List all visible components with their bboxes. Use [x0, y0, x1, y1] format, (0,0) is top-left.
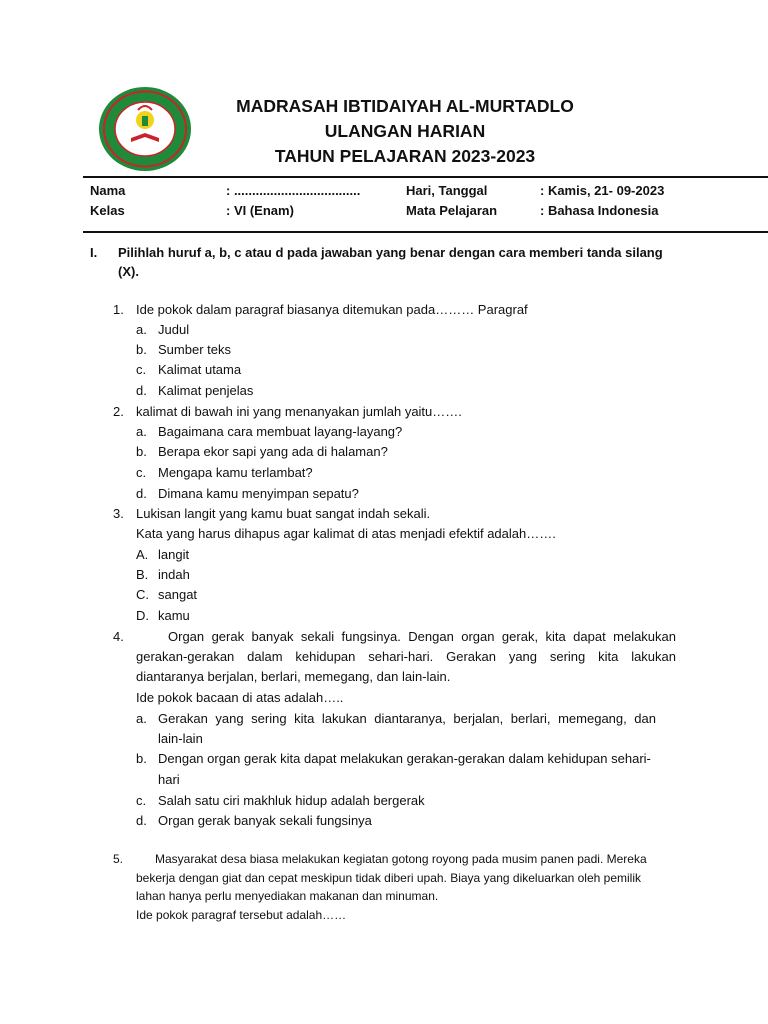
section-number: I.: [90, 245, 98, 260]
q4-option-text-cont: lain-lain: [158, 731, 203, 746]
q3-option-letter: B.: [136, 567, 149, 582]
mapel-label: Mata Pelajaran: [406, 203, 498, 218]
q4-option-text: Gerakan yang sering kita lakukan diantaranya, berjalan, berlari, memegang, dan: [158, 711, 656, 726]
q4-option-text: Salah satu ciri makhluk hidup adalah bergerak: [158, 793, 425, 808]
q1-option-text: Kalimat penjelas: [158, 383, 254, 398]
q4-option-letter: b.: [136, 751, 147, 766]
nama-label: Nama: [90, 183, 126, 198]
q2-option-letter: d.: [136, 486, 147, 501]
q5-paragraph-line: Masyarakat desa biasa melakukan kegiatan gotong royong pada musim panen padi. Mereka: [155, 852, 647, 866]
q4-option-text-cont: hari: [158, 772, 180, 787]
exam-title: ULANGAN HARIAN: [324, 121, 486, 141]
q3-option-text: sangat: [158, 587, 198, 602]
q1-number: 1.: [113, 302, 124, 317]
q2-option-text: Mengapa kamu terlambat?: [158, 465, 313, 480]
q2-option-letter: b.: [136, 444, 147, 459]
q2-option-text: Berapa ekor sapi yang ada di halaman?: [158, 444, 388, 459]
q1-option-text: Judul: [158, 322, 190, 337]
q2-number: 2.: [113, 404, 124, 419]
q1-option-text: Kalimat utama: [158, 362, 242, 377]
q2-option-letter: a.: [136, 424, 147, 439]
header-divider: [83, 176, 768, 178]
q4-number: 4.: [113, 629, 124, 644]
q1-option-letter: a.: [136, 322, 147, 337]
hari-label: Hari, Tanggal: [406, 183, 488, 198]
academic-year: TAHUN PELAJARAN 2023-2023: [274, 146, 536, 166]
q3-option-text: langit: [158, 547, 190, 562]
kelas-value: : VI (Enam): [226, 203, 294, 218]
q5-paragraph-line: bekerja dengan giat dan cepat meskipun tidak diberi upah. Biaya yang dikeluarkan oleh pemilik: [136, 871, 641, 885]
q1-text: Ide pokok dalam paragraf biasanya ditemukan pada……… Paragraf: [136, 302, 528, 317]
q3-sentence: Lukisan langit yang kamu buat sangat indah sekali.: [136, 506, 431, 521]
q3-option-letter: A.: [136, 547, 149, 562]
q4-option-letter: c.: [136, 793, 147, 808]
q3-option-text: kamu: [158, 608, 190, 623]
q1-option-text: Sumber teks: [158, 342, 231, 357]
q4-paragraph-line: gerakan-gerakan dalam kehidupan sehari-hari. Gerakan yang sering kita lakukan: [136, 649, 676, 664]
q2-option-letter: c.: [136, 465, 147, 480]
q1-option-letter: d.: [136, 383, 147, 398]
q3-option-letter: D.: [136, 608, 149, 623]
q3-option-text: indah: [158, 567, 190, 582]
q3-number: 3.: [113, 506, 124, 521]
mapel-value: : Bahasa Indonesia: [540, 203, 659, 218]
school-name: MADRASAH IBTIDAIYAH AL-MURTADLO: [236, 96, 574, 116]
q2-option-text: Bagaimana cara membuat layang-layang?: [158, 424, 403, 439]
q4-paragraph-line: Organ gerak banyak sekali fungsinya. Dengan organ gerak, kita dapat melakukan: [168, 629, 676, 644]
kelas-label: Kelas: [90, 203, 125, 218]
q4-option-letter: d.: [136, 813, 147, 828]
q3-option-letter: C.: [136, 587, 149, 602]
q1-option-letter: c.: [136, 362, 147, 377]
q4-question: Ide pokok bacaan di atas adalah…..: [136, 690, 344, 705]
q1-option-letter: b.: [136, 342, 147, 357]
q4-paragraph-line: diantaranya berjalan, berlari, memegang, dan lain-lain.: [136, 669, 451, 684]
q5-paragraph-line: lahan hanya perlu menyediakan makanan dan minuman.: [136, 889, 439, 903]
q4-option-text: Dengan organ gerak kita dapat melakukan gerakan-gerakan dalam kehidupan sehari-: [158, 751, 651, 766]
hari-value: : Kamis, 21- 09-2023: [540, 183, 665, 198]
nama-value: : ...................................: [226, 183, 361, 198]
info-divider: [83, 231, 768, 233]
q5-number: 5.: [113, 852, 124, 866]
q4-option-letter: a.: [136, 711, 147, 726]
q2-text: kalimat di bawah ini yang menanyakan jumlah yaitu…….: [136, 404, 462, 419]
q5-question: Ide pokok paragraf tersebut adalah……: [136, 908, 347, 922]
q4-option-text: Organ gerak banyak sekali fungsinya: [158, 813, 372, 828]
q3-text: Kata yang harus dihapus agar kalimat di atas menjadi efektif adalah…….: [136, 526, 556, 541]
section-instruction: Pilihlah huruf a, b, c atau d pada jawaban yang benar dengan cara memberi tanda silang: [118, 245, 663, 260]
q2-option-text: Dimana kamu menyimpan sepatu?: [158, 486, 359, 501]
section-instruction-cont: (X).: [118, 264, 139, 279]
